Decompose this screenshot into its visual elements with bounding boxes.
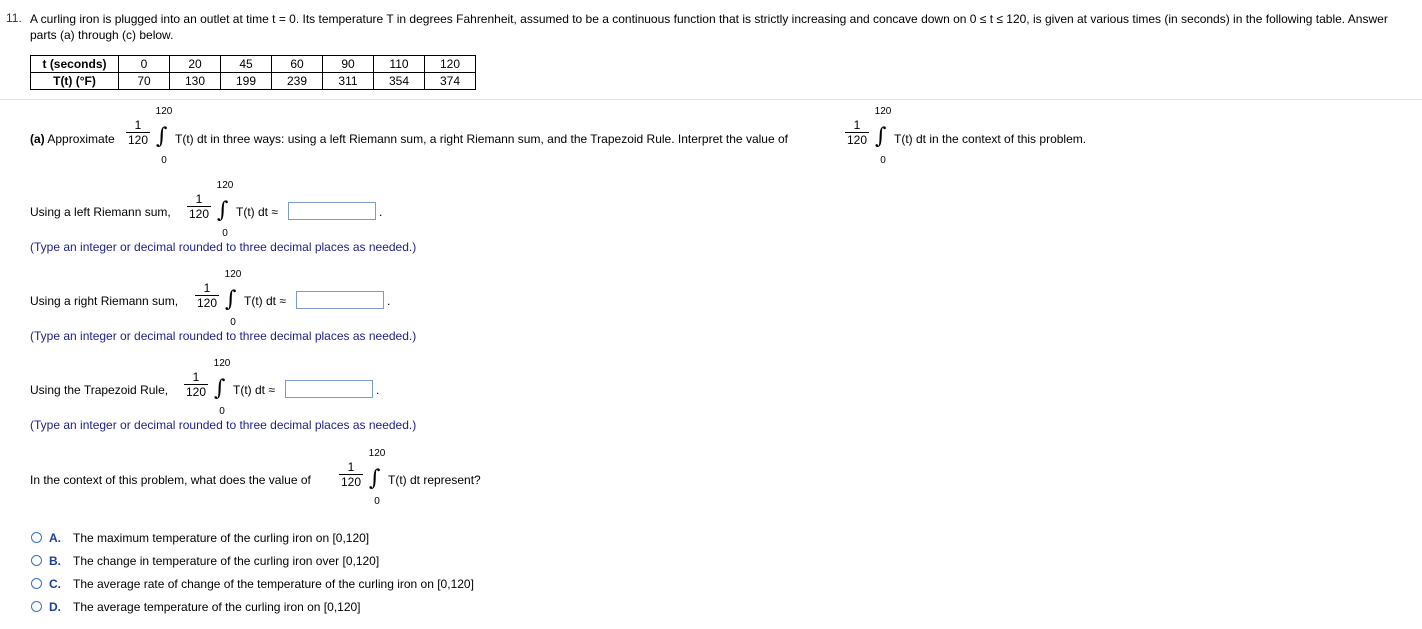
integral-lower-limit: 0 [222,228,228,239]
part-a-intro [30,132,115,146]
radio-button-icon[interactable] [31,601,42,612]
integral-sign-icon: ∫ [369,466,381,491]
fraction-denominator: 120 [185,385,207,399]
integral-fraction [186,192,212,221]
part-a-label: (a) [30,132,45,146]
integral-fraction [194,281,220,310]
table-cell: 311 [323,73,374,90]
trapezoid-label: Using the Trapezoid Rule, [30,383,169,397]
fraction-numerator: 1 [203,281,211,295]
integral-sign-icon: ∫ [217,198,229,223]
right-riemann-tail: T(t) dt ≈ [244,294,286,308]
table-cell: 374 [425,73,476,90]
context-question-tail: T(t) dt represent? [388,473,481,487]
integral-lower-limit: 0 [230,317,236,328]
fraction-denominator: 120 [340,475,362,489]
option-text: The average rate of change of the temperature of the curling iron on [0,120] [73,577,474,591]
integral-sign-icon: ∫ [875,124,887,149]
question-prompt: A curling iron is plugged into an outlet at time t = 0. Its temperature T in degrees Fahrenheit, assumed to be a continuous function that is strictly increasing and concave down on 0 ≤ t ≤ 120, is given at various times (in seconds) in the following table. Answer parts (a) through (c) below. [30,12,1388,42]
data-table [30,55,476,90]
table-cell: 20 [170,56,221,73]
left-riemann-hint: (Type an integer or decimal rounded to three decimal places as needed.) [30,240,417,254]
table-header-t: t (seconds) [31,56,119,73]
table-cell: 0 [119,56,170,73]
table-cell: 90 [323,56,374,73]
integral-lower-limit: 0 [880,155,886,166]
table-cell: 110 [374,56,425,73]
integral-sign-icon: ∫ [214,376,226,401]
option-text: The maximum temperature of the curling iron on [0,120] [73,531,370,545]
table-row [31,73,476,90]
table-cell: 60 [272,56,323,73]
integral-fraction [844,118,870,147]
trapezoid-hint: (Type an integer or decimal rounded to three decimal places as needed.) [30,418,417,432]
integral-upper-limit: 120 [874,106,892,117]
right-riemann-answer-input[interactable] [296,291,384,309]
trapezoid-period: . [376,383,380,397]
right-riemann-hint: (Type an integer or decimal rounded to three decimal places as needed.) [30,329,417,343]
table-cell: 70 [119,73,170,90]
option-text: The change in temperature of the curling iron over [0,120] [73,554,380,568]
radio-button-icon[interactable] [31,532,42,543]
table-cell: 130 [170,73,221,90]
table-cell: 354 [374,73,425,90]
table-cell: 239 [272,73,323,90]
fraction-denominator: 120 [196,296,218,310]
left-riemann-period: . [379,205,383,219]
fraction-denominator: 120 [188,207,210,221]
integral-lower-limit: 0 [161,155,167,166]
question-number: 11. [6,11,22,25]
option-letter: D. [49,600,61,614]
integral-sign-icon: ∫ [156,124,168,149]
context-question-text: In the context of this problem, what does the value of [30,473,311,487]
integral-lower-limit: 0 [219,406,225,417]
option-letter: B. [49,554,61,568]
table-cell: 120 [425,56,476,73]
integral-upper-limit: 120 [213,358,231,369]
integral-fraction [338,460,364,489]
part-a-text-middle: T(t) dt in three ways: using a left Riemann sum, a right Riemann sum, and the Trapezoid Rule. Interpret the value of [175,132,788,146]
left-riemann-answer-input[interactable] [288,202,376,220]
trapezoid-answer-input[interactable] [285,380,373,398]
left-riemann-label: Using a left Riemann sum, [30,205,171,219]
option-letter: C. [49,577,61,591]
integral-lower-limit: 0 [374,496,380,507]
table-row [31,56,476,73]
table-cell: 45 [221,56,272,73]
right-riemann-label: Using a right Riemann sum, [30,294,179,308]
table-header-T: T(t) (°F) [31,73,119,90]
part-a-text-before: Approximate [47,132,115,146]
table-cell: 199 [221,73,272,90]
option-text: The average temperature of the curling iron on [0,120] [73,600,361,614]
integral-upper-limit: 120 [368,448,386,459]
fraction-numerator: 1 [192,370,200,384]
fraction-numerator: 1 [134,118,142,132]
integral-upper-limit: 120 [224,269,242,280]
integral-upper-limit: 120 [155,106,173,117]
fraction-denominator: 120 [127,133,149,147]
section-divider [0,99,1422,100]
fraction-numerator: 1 [195,192,203,206]
right-riemann-period: . [387,294,391,308]
option-letter: A. [49,531,61,545]
part-a-text-after: T(t) dt in the context of this problem. [894,132,1087,146]
integral-sign-icon: ∫ [225,287,237,312]
fraction-numerator: 1 [347,460,355,474]
fraction-denominator: 120 [846,133,868,147]
integral-upper-limit: 120 [216,180,234,191]
trapezoid-tail: T(t) dt ≈ [233,383,275,397]
integral-fraction [183,370,209,399]
integral-fraction [125,118,151,147]
left-riemann-tail: T(t) dt ≈ [236,205,278,219]
radio-button-icon[interactable] [31,555,42,566]
radio-button-icon[interactable] [31,578,42,589]
fraction-numerator: 1 [853,118,861,132]
